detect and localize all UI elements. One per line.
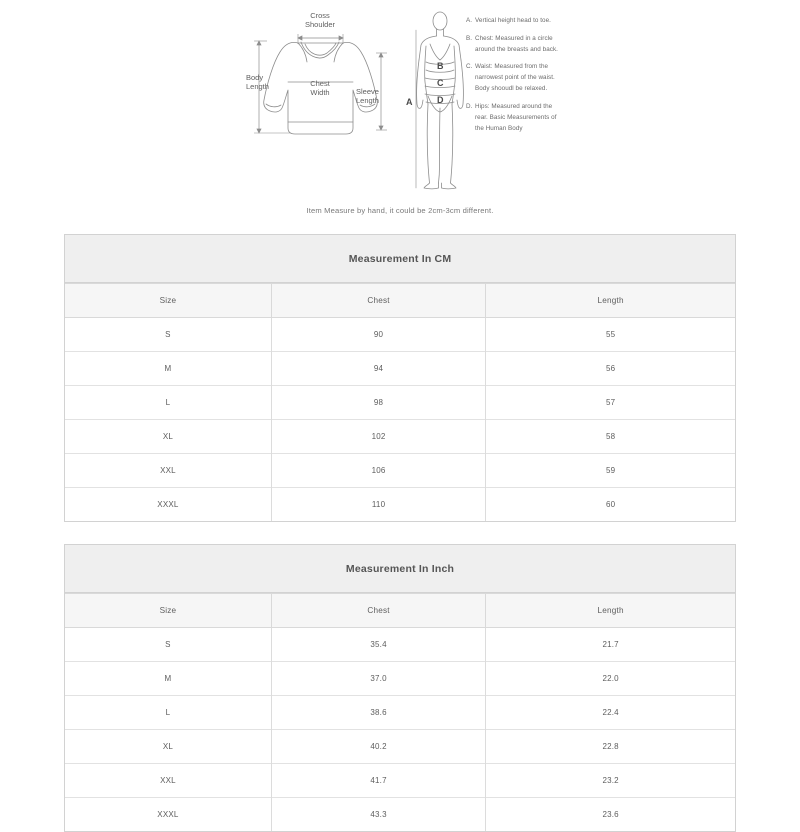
- label-cross-shoulder-line2: Shoulder: [304, 20, 336, 29]
- table-row: [65, 352, 735, 386]
- legend-item: [466, 16, 566, 27]
- cell-chest: 35.4: [271, 628, 485, 662]
- cell-size: S: [65, 318, 271, 352]
- measurement-note: Item Measure by hand, it could be 2cm-3cm different.: [306, 206, 494, 215]
- cell-chest: 106: [271, 454, 485, 488]
- label-chest-width-line2: Width: [310, 88, 330, 97]
- cell-chest: 94: [271, 352, 485, 386]
- measurement-cm-table: [65, 235, 735, 521]
- cell-chest: 102: [271, 420, 485, 454]
- cell-length: 58: [486, 420, 735, 454]
- garment-diagram: [243, 8, 398, 158]
- cell-chest: 37.0: [271, 662, 485, 696]
- label-sleeve-length-line1: Sleeve: [356, 87, 379, 96]
- cell-length: 57: [486, 386, 735, 420]
- label-chest-width-line1: Chest: [310, 79, 330, 88]
- column-header-size: Size: [65, 594, 271, 628]
- cell-length: 22.4: [486, 696, 735, 730]
- label-body-length-line2: Length: [246, 82, 269, 91]
- column-header-size: Size: [65, 284, 271, 318]
- cell-size: XXL: [65, 454, 271, 488]
- cell-chest: 41.7: [271, 764, 485, 798]
- measurement-legend: [466, 16, 566, 141]
- cell-length: 59: [486, 454, 735, 488]
- cell-size: XL: [65, 420, 271, 454]
- column-header-chest: Chest: [271, 284, 485, 318]
- inch-table-title: Measurement In Inch: [65, 545, 735, 593]
- body-marker-d: D: [437, 95, 444, 105]
- table-header-row: [65, 284, 735, 318]
- cell-length: 55: [486, 318, 735, 352]
- legend-key: B.: [466, 34, 473, 42]
- cell-size: XXL: [65, 764, 271, 798]
- legend-text: Vertical height head to toe.: [475, 17, 551, 24]
- cell-size: XXXL: [65, 798, 271, 832]
- cell-size: XXXL: [65, 488, 271, 522]
- cell-length: 22.0: [486, 662, 735, 696]
- cell-size: L: [65, 386, 271, 420]
- table-row: [65, 662, 735, 696]
- cell-size: M: [65, 352, 271, 386]
- legend-text: Waist: Measured from the narrowest point of the waist. Body shooudl be relaxed.: [475, 63, 555, 93]
- table-row: [65, 488, 735, 522]
- legend-item: [466, 34, 566, 56]
- table-row: [65, 420, 735, 454]
- cell-length: 23.2: [486, 764, 735, 798]
- cell-size: XL: [65, 730, 271, 764]
- cell-size: S: [65, 628, 271, 662]
- cell-chest: 90: [271, 318, 485, 352]
- cell-size: L: [65, 696, 271, 730]
- size-tables-block: [0, 228, 800, 832]
- cm-table-title: Measurement In CM: [65, 235, 735, 283]
- table-row: [65, 628, 735, 662]
- cell-chest: 98: [271, 386, 485, 420]
- legend-key: C.: [466, 63, 473, 71]
- body-marker-b: B: [437, 61, 444, 71]
- cell-length: 21.7: [486, 628, 735, 662]
- legend-key: D.: [466, 102, 473, 110]
- cell-length: 60: [486, 488, 735, 522]
- cm-table-wrapper: [64, 234, 736, 522]
- legend-text: Hips: Measured around the rear. Basic Measurements of the Human Body: [475, 102, 557, 132]
- table-row: [65, 730, 735, 764]
- table-row: [65, 386, 735, 420]
- column-header-chest: Chest: [271, 594, 485, 628]
- legend-text: Chest: Measured in a circle around the breasts and back.: [475, 34, 558, 53]
- measurement-diagram-area: [0, 0, 800, 228]
- cell-chest: 110: [271, 488, 485, 522]
- cell-length: 23.6: [486, 798, 735, 832]
- inch-table-wrapper: [64, 544, 736, 832]
- cell-length: 22.8: [486, 730, 735, 764]
- column-header-length: Length: [486, 284, 735, 318]
- label-body-length-line1: Body: [246, 73, 264, 82]
- label-cross-shoulder-line1: Cross: [310, 11, 330, 20]
- table-header-row: [65, 594, 735, 628]
- cell-length: 56: [486, 352, 735, 386]
- legend-item: [466, 62, 566, 94]
- body-marker-c: C: [437, 78, 444, 88]
- column-header-length: Length: [486, 594, 735, 628]
- cell-chest: 38.6: [271, 696, 485, 730]
- label-sleeve-length-line2: Length: [356, 96, 379, 105]
- cell-size: M: [65, 662, 271, 696]
- cell-chest: 43.3: [271, 798, 485, 832]
- legend-key: A.: [466, 17, 473, 24]
- body-marker-a: A: [406, 97, 413, 107]
- table-row: [65, 696, 735, 730]
- table-row: [65, 764, 735, 798]
- table-row: [65, 318, 735, 352]
- measurement-inch-table: [65, 545, 735, 831]
- table-row: [65, 798, 735, 832]
- legend-item: [466, 102, 566, 134]
- table-row: [65, 454, 735, 488]
- cell-chest: 40.2: [271, 730, 485, 764]
